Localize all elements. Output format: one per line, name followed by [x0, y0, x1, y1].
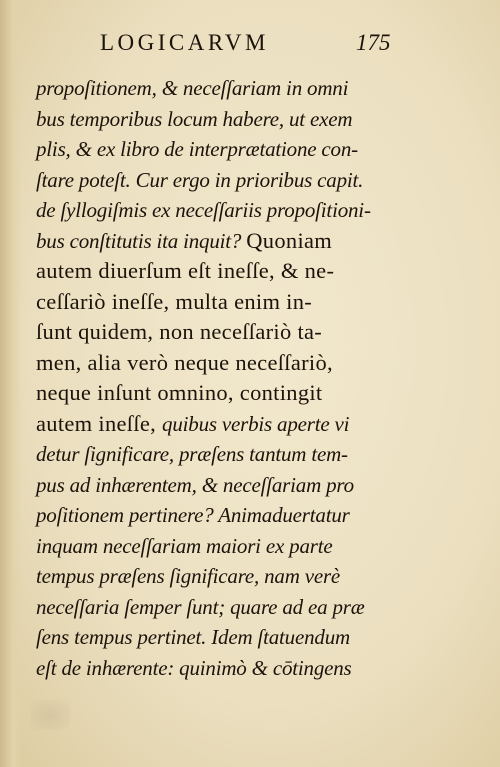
text-line [36, 531, 456, 562]
text-line [36, 73, 456, 104]
italic-text-segment: tempus præſens ſignificare, nam verè [36, 564, 341, 588]
text-line [36, 348, 456, 379]
italic-text-segment: plis, & ex libro de interprætatione con- [36, 137, 358, 161]
italic-text-segment: eſt de inhærente: quinimò & cōtingens [36, 655, 352, 680]
roman-text-segment: Quoniam [246, 227, 333, 253]
roman-text-segment: ceſſariò ineſſe, multa enim in- [36, 288, 313, 314]
text-line [36, 134, 456, 165]
page-number: 175 [356, 30, 391, 55]
italic-text-segment: pus ad inhærentem, & neceſſariam pro [36, 472, 354, 497]
italic-text-segment: de ſyllogiſmis ex neceſſariis propoſitioni- [36, 198, 371, 222]
roman-text-segment: men, alia verò neque neceſſariò, [36, 349, 333, 375]
page-gutter-shadow [0, 0, 22, 767]
page-header [0, 30, 500, 60]
text-line [36, 439, 456, 470]
text-line [36, 195, 456, 226]
text-line [36, 287, 456, 318]
italic-text-segment: quibus verbis aperte vi [162, 411, 350, 436]
body-text [36, 73, 456, 683]
italic-text-segment: inquam neceſſariam maiori ex parte [36, 533, 333, 558]
italic-text-segment: bus conſtitutis ita inquit? [36, 228, 247, 253]
paper-stain [30, 700, 70, 730]
text-line [36, 561, 456, 592]
text-line [36, 470, 456, 501]
text-line [36, 104, 456, 135]
roman-text-segment: ſunt quidem, non neceſſariò ta- [36, 319, 323, 344]
text-line [36, 317, 456, 348]
italic-text-segment: ſtare poteſt. Cur ergo in prioribus capit. [36, 167, 364, 192]
text-line [36, 592, 456, 623]
text-line [36, 226, 456, 257]
italic-text-segment: bus temporibus locum habere, ut exem [36, 106, 353, 131]
text-line [36, 409, 456, 440]
italic-text-segment: detur ſignificare, præſens tantum tem- [36, 442, 348, 466]
text-line [36, 653, 456, 684]
text-line [36, 165, 456, 196]
italic-text-segment: ſens tempus pertinet. Idem ſtatuendum [36, 625, 350, 649]
text-line [36, 378, 456, 409]
italic-text-segment: propoſitionem, & neceſſariam in omni [36, 76, 349, 100]
text-line [36, 622, 456, 653]
roman-text-segment: autem diuerſum eſt ineſſe, & ne- [36, 258, 335, 283]
roman-text-segment: autem ineſſe, [36, 410, 163, 436]
italic-text-segment: poſitionem pertinere? Animaduertatur [36, 503, 350, 527]
running-title: LOGICARVM [100, 30, 269, 55]
text-line [36, 256, 456, 287]
text-line [36, 500, 456, 531]
roman-text-segment: neque inſunt omnino, contingit [36, 380, 323, 405]
italic-text-segment: neceſſaria ſemper ſunt; quare ad ea præ [36, 594, 365, 619]
